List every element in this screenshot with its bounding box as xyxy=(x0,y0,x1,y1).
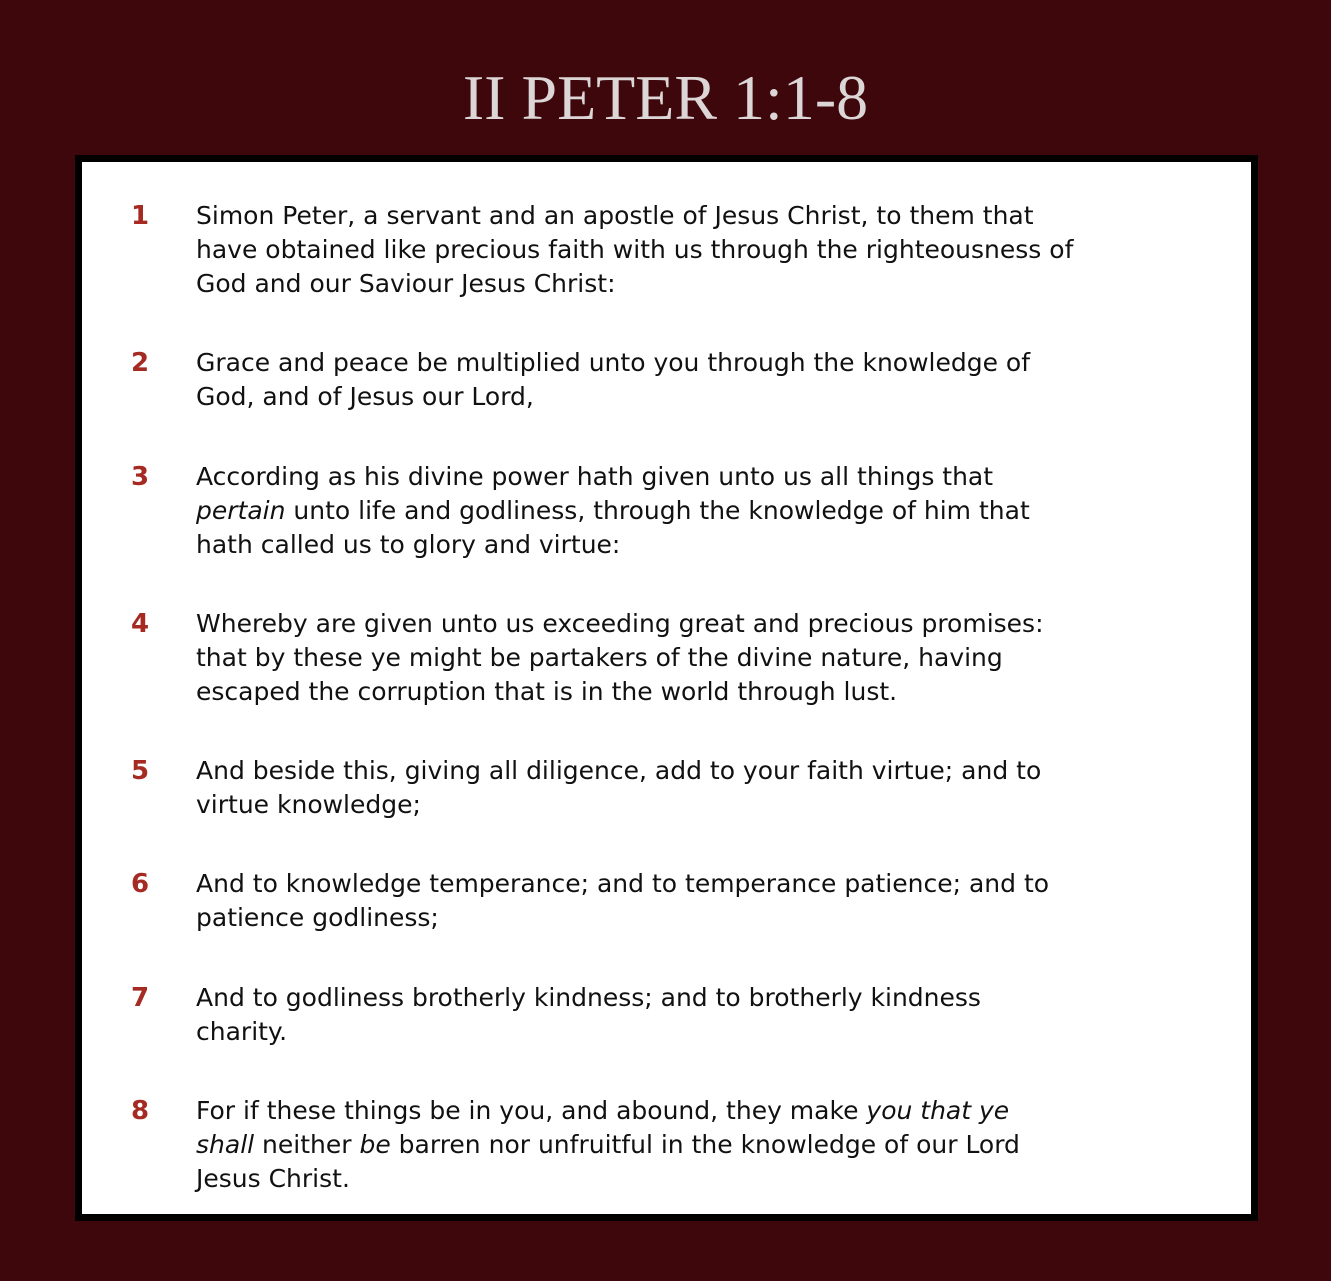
verse-text xyxy=(196,607,1216,710)
text-segment: God and our Saviour Jesus Christ: xyxy=(196,269,616,299)
text-segment: And to knowledge temperance; and to temperance patience; and to xyxy=(196,869,1050,898)
verse-number: 4 xyxy=(131,609,150,639)
verse-number: 6 xyxy=(131,869,150,899)
verse-text xyxy=(196,346,1216,414)
text-segment: have obtained like precious faith with us through the righteousness of xyxy=(196,235,1074,265)
text-segment: For if these things be in you, and abound, they make xyxy=(196,1096,867,1125)
italic-text-segment: you that ye xyxy=(866,1096,1010,1125)
verse-number: 3 xyxy=(131,462,150,492)
text-segment: that by these ye might be partakers of the divine nature, having xyxy=(196,643,1003,673)
italic-text-segment: shall xyxy=(196,1130,255,1160)
text-segment: Simon Peter, a servant and an apostle of Jesus Christ, to them that xyxy=(196,201,1034,230)
italic-text-segment: be xyxy=(359,1130,391,1160)
text-segment: Grace and peace be multiplied unto you through the knowledge of xyxy=(196,348,1031,377)
text-segment: God, and of Jesus our Lord, xyxy=(196,382,534,412)
text-segment: Jesus Christ. xyxy=(196,1164,350,1194)
verse-text xyxy=(196,460,1216,563)
verse-text xyxy=(196,199,1216,302)
text-segment: According as his divine power hath given unto us all things that xyxy=(196,462,994,491)
text-segment: unto life and godliness, through the knowledge of him that xyxy=(285,496,1030,526)
italic-text-segment: pertain xyxy=(196,496,286,526)
verse-text xyxy=(196,867,1216,935)
text-segment: virtue knowledge; xyxy=(196,790,421,820)
verse-text xyxy=(196,754,1216,822)
text-segment: patience godliness; xyxy=(196,903,439,933)
text-segment: escaped the corruption that is in the world through lust. xyxy=(196,677,898,707)
text-segment: charity. xyxy=(196,1017,288,1047)
verse-text xyxy=(196,981,1216,1049)
verse-number: 1 xyxy=(131,201,150,231)
text-segment: neither xyxy=(254,1130,360,1160)
verse-number: 5 xyxy=(131,756,150,786)
scripture-panel xyxy=(75,155,1258,1221)
text-segment: hath called us to glory and virtue: xyxy=(196,530,621,560)
verse-number: 8 xyxy=(131,1096,150,1126)
text-segment: And beside this, giving all diligence, add to your faith virtue; and to xyxy=(196,756,1042,785)
verse-number: 2 xyxy=(131,348,150,378)
text-segment: barren nor unfruitful in the knowledge of our Lord xyxy=(390,1130,1020,1160)
verse-text xyxy=(196,1094,1216,1197)
verse-number: 7 xyxy=(131,983,150,1013)
text-segment: Whereby are given unto us exceeding great and precious promises: xyxy=(196,609,1044,638)
page-title: II PETER 1:1-8 xyxy=(462,62,869,133)
text-segment: And to godliness brotherly kindness; and to brotherly kindness xyxy=(196,983,981,1012)
